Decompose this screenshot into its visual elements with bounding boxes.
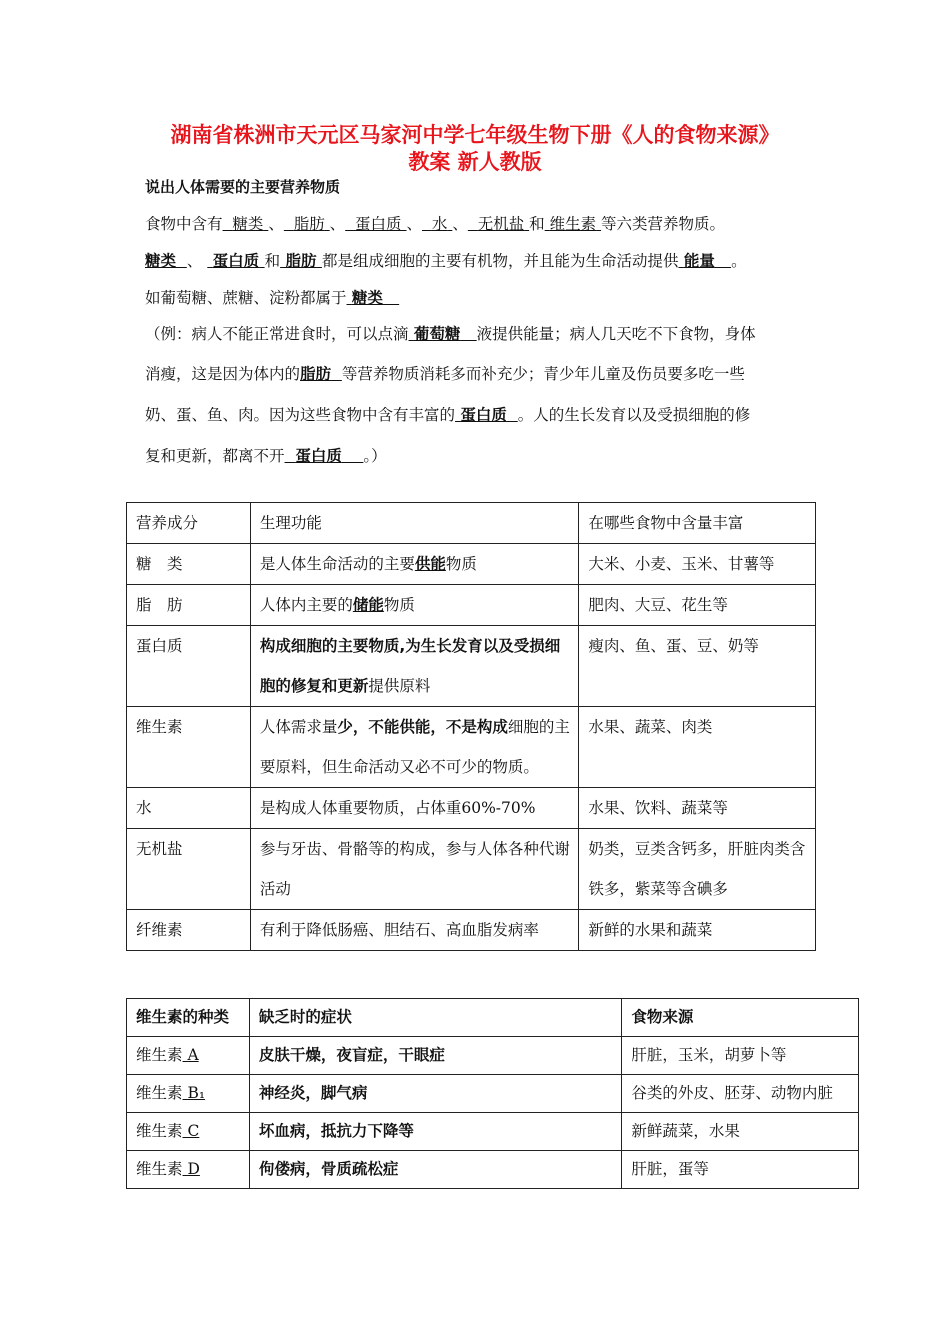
answer-water: 水 [431,215,448,233]
nutrient-name: 糖 类 [127,544,251,585]
vitamin-source: 肝脏，蛋等 [622,1151,859,1189]
example-line-3: 奶、蛋、鱼、肉。因为这些食物中含有丰富的 蛋白质 。人的生长发育以及受损细胞的修 [145,406,751,424]
answer-vitamin: 维生素 [549,215,597,233]
example-line-2: 消瘦，这是因为体内的脂肪 等营养物质消耗多而补充少；青少年儿童及伤员要多吃一些 [145,365,745,383]
section-heading: 说出人体需要的主要营养物质 [145,178,341,196]
nutrient-function: 参与牙齿、骨骼等的构成，参与人体各种代谢活动 [250,829,579,910]
vitamin-kind: 维生素 A [127,1037,250,1075]
answer-carbohydrate: 糖类 [232,215,264,233]
nutrients-table [126,502,816,951]
nutrient-foods: 肥肉、大豆、花生等 [579,585,816,626]
answer-protein: 蛋白质 [355,215,402,233]
vitamin-symptom: 佝偻病，骨质疏松症 [249,1151,621,1189]
nutrient-foods: 新鲜的水果和蔬菜 [579,910,816,951]
nutrient-name: 蛋白质 [127,626,251,707]
table-row [127,1037,859,1075]
vitamin-symptom: 神经炎，脚气病 [249,1075,621,1113]
nutrient-foods: 瘦肉、鱼、蛋、豆、奶等 [579,626,816,707]
table-row [127,1075,859,1113]
header-nutrient: 营养成分 [127,503,251,544]
header-symptom: 缺乏时的症状 [249,999,621,1037]
paragraph-sugars: 如葡萄糖、蔗糖、淀粉都属于 糖类 [145,286,399,308]
vitamin-symptom: 坏血病，抵抗力下降等 [249,1113,621,1151]
table-row [127,626,816,707]
example-line-1: （例：病人不能正常进食时，可以点滴 葡萄糖 液提供能量；病人几天吃不下食物，身体 [145,325,756,343]
document-title-line-2: 教案 新人教版 [408,150,542,174]
header-source: 食物来源 [622,999,859,1037]
answer-fat-3: 脂肪 [300,365,332,383]
answer-protein-2: 蛋白质 [212,252,260,270]
table-header-row [127,999,859,1037]
table-row [127,910,816,951]
table-row [127,585,816,626]
answer-fat: 脂肪 [293,215,325,233]
nutrient-name: 脂 肪 [127,585,251,626]
nutrient-foods: 大米、小麦、玉米、甘薯等 [579,544,816,585]
vitamin-source: 谷类的外皮、胚芽、动物内脏 [622,1075,859,1113]
nutrient-name: 维生素 [127,707,251,788]
nutrient-function: 构成细胞的主要物质,为生长发育以及受损细胞的修复和更新提供原料 [250,626,579,707]
header-vitamin-kind: 维生素的种类 [127,999,250,1037]
vitamins-table [126,998,859,1189]
nutrient-function: 有利于降低肠癌、胆结石、高血脂发病率 [250,910,579,951]
answer-energy: 能量 [683,252,715,270]
table-row [127,1113,859,1151]
table-row [127,544,816,585]
nutrient-function: 是人体生命活动的主要供能物质 [250,544,579,585]
nutrient-function: 人体内主要的储能物质 [250,585,579,626]
paragraph-nutrient-list: 食物中含有 糖类 、 脂肪 、 蛋白质 、 水 、 无机盐 和 维生素 等六类营养物质。 [145,215,726,233]
answer-protein-3: 蛋白质 [460,406,507,424]
answer-mineral: 无机盐 [477,215,525,233]
answer-protein-4: 蛋白质 [295,447,342,465]
nutrient-name: 水 [127,788,251,829]
answer-carbohydrate-2: 糖类 [145,252,177,270]
vitamin-source: 新鲜蔬菜，水果 [622,1113,859,1151]
nutrient-foods: 水果、蔬菜、肉类 [579,707,816,788]
vitamin-kind: 维生素 B₁ [127,1075,250,1113]
nutrient-foods: 水果、饮料、蔬菜等 [579,788,816,829]
nutrient-name: 无机盐 [127,829,251,910]
nutrient-function: 人体需求量少，不能供能，不是构成细胞的主要原料，但生命活动又必不可少的物质。 [250,707,579,788]
table-header-row [127,503,816,544]
nutrient-foods: 奶类，豆类含钙多，肝脏肉类含铁多，紫菜等含碘多 [579,829,816,910]
table-row [127,788,816,829]
header-foods: 在哪些食物中含量丰富 [579,503,816,544]
table-row [127,1151,859,1189]
header-function: 生理功能 [250,503,579,544]
nutrient-name: 纤维素 [127,910,251,951]
example-line-4: 复和更新，都离不开 蛋白质 。） [145,447,387,465]
vitamin-source: 肝脏，玉米，胡萝卜等 [622,1037,859,1075]
table-row [127,707,816,788]
nutrient-function: 是构成人体重要物质，占体重60%-70% [250,788,579,829]
paragraph-organic-nutrients: 糖类 、 蛋白质 和 脂肪 都是组成细胞的主要有机物，并且能为生命活动提供 能量 。 [145,252,747,270]
document-title-line-1: 湖南省株洲市天元区马家河中学七年级生物下册《人的食物来源》 [170,123,780,147]
vitamin-kind: 维生素 D [127,1151,250,1189]
answer-sugar: 糖类 [351,289,383,307]
table-row [127,829,816,910]
vitamin-symptom: 皮肤干燥，夜盲症，干眼症 [249,1037,621,1075]
vitamin-kind: 维生素 C [127,1113,250,1151]
answer-glucose: 葡萄糖 [413,325,461,343]
answer-fat-2: 脂肪 [285,252,317,270]
